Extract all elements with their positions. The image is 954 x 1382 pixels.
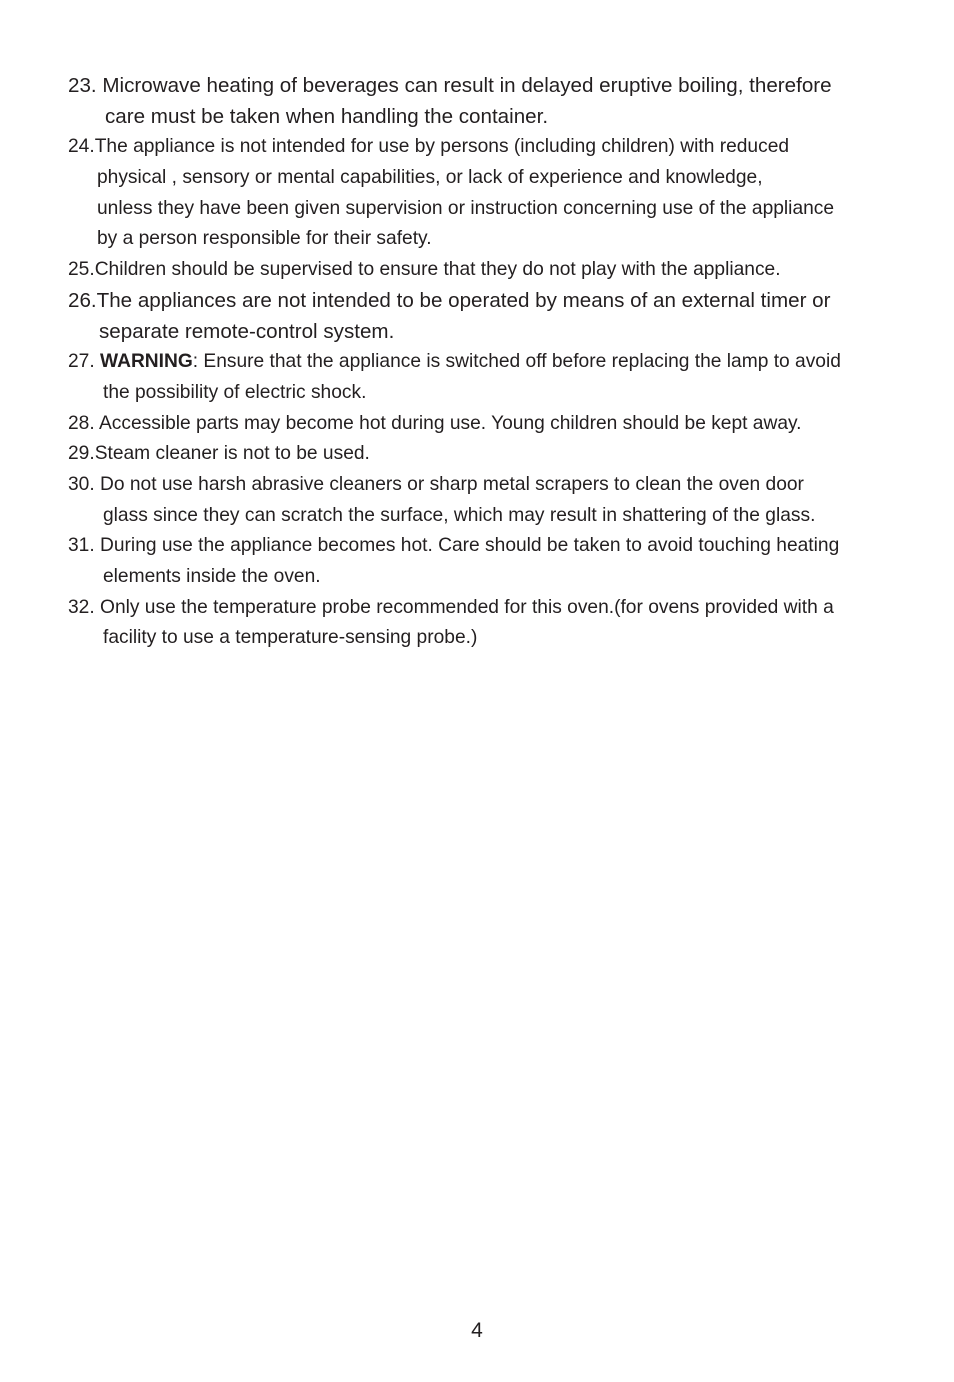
item-number: 31. — [68, 535, 95, 557]
item-line — [68, 71, 908, 102]
list-item-30 — [68, 470, 908, 531]
item-line — [68, 562, 908, 593]
item-line — [68, 623, 908, 654]
item-text: physical , sensory or mental capabilities, or lack of experience and knowledge, — [97, 167, 763, 189]
item-line — [68, 286, 908, 317]
item-number: 27. — [68, 351, 95, 373]
item-line — [68, 501, 908, 532]
list-item-24 — [68, 132, 908, 255]
warning-label: WARNING — [100, 351, 193, 373]
item-line — [68, 378, 908, 409]
item-line — [68, 255, 908, 286]
list-item-32 — [68, 593, 908, 654]
item-line — [68, 593, 908, 624]
page-number: 4 — [471, 1319, 483, 1342]
item-line — [68, 132, 908, 163]
item-number: 23. — [68, 74, 97, 97]
item-text: Accessible parts may become hot during use. Young children should be kept away. — [94, 412, 802, 434]
item-number: 28. — [68, 412, 95, 434]
item-text: The appliances are not intended to be operated by means of an external timer or — [96, 288, 831, 312]
list-item-27 — [68, 347, 908, 408]
item-text: Steam cleaner is not to be used. — [94, 443, 370, 465]
item-line — [68, 102, 908, 133]
item-text: elements inside the oven. — [103, 566, 321, 587]
item-line — [68, 224, 908, 255]
list-item-23 — [68, 71, 908, 132]
list-item-28 — [68, 409, 908, 440]
item-number: 29. — [68, 443, 95, 465]
item-number: 30. — [68, 473, 95, 495]
item-line — [68, 470, 908, 501]
item-line — [68, 409, 908, 440]
item-text: glass since they can scratch the surface, which may result in shattering of the glass. — [103, 504, 816, 526]
item-text: During use the appliance becomes hot. Care should be taken to avoid touching heating — [94, 535, 840, 557]
list-item-25 — [68, 255, 908, 286]
list-item-31 — [68, 531, 908, 592]
item-text: separate remote-control system. — [99, 319, 395, 343]
item-number: 25. — [68, 259, 95, 281]
item-text: unless they have been given supervision or instruction concerning use of the appliance — [97, 197, 835, 219]
item-line — [68, 347, 908, 378]
item-text: Only use the temperature probe recommended for this oven.(for ovens provided with a — [94, 596, 834, 618]
list-item-29 — [68, 439, 908, 470]
item-line — [68, 194, 908, 225]
item-text: Microwave heating of beverages can result in delayed eruptive boiling, therefore — [96, 74, 832, 97]
item-number: 24. — [68, 136, 95, 158]
safety-instructions-list — [68, 71, 908, 654]
item-number: 26. — [68, 288, 97, 312]
item-line — [68, 439, 908, 470]
item-line — [68, 163, 908, 194]
item-text: care must be taken when handling the container. — [105, 104, 549, 128]
item-line — [68, 317, 908, 348]
item-text: by a person responsible for their safety. — [97, 228, 432, 250]
item-text: the possibility of electric shock. — [103, 381, 367, 403]
item-text: Children should be supervised to ensure that they do not play with the appliance. — [94, 259, 781, 281]
item-text: The appliance is not intended for use by persons (including children) with reduced — [94, 136, 790, 158]
list-item-26 — [68, 286, 908, 347]
item-number: 32. — [68, 596, 95, 618]
item-line — [68, 531, 908, 562]
item-text: Do not use harsh abrasive cleaners or sharp metal scrapers to clean the oven door — [94, 473, 804, 495]
item-text: : Ensure that the appliance is switched off before replacing the lamp to avoid — [192, 351, 841, 373]
item-text: facility to use a temperature-sensing probe.) — [103, 627, 478, 649]
